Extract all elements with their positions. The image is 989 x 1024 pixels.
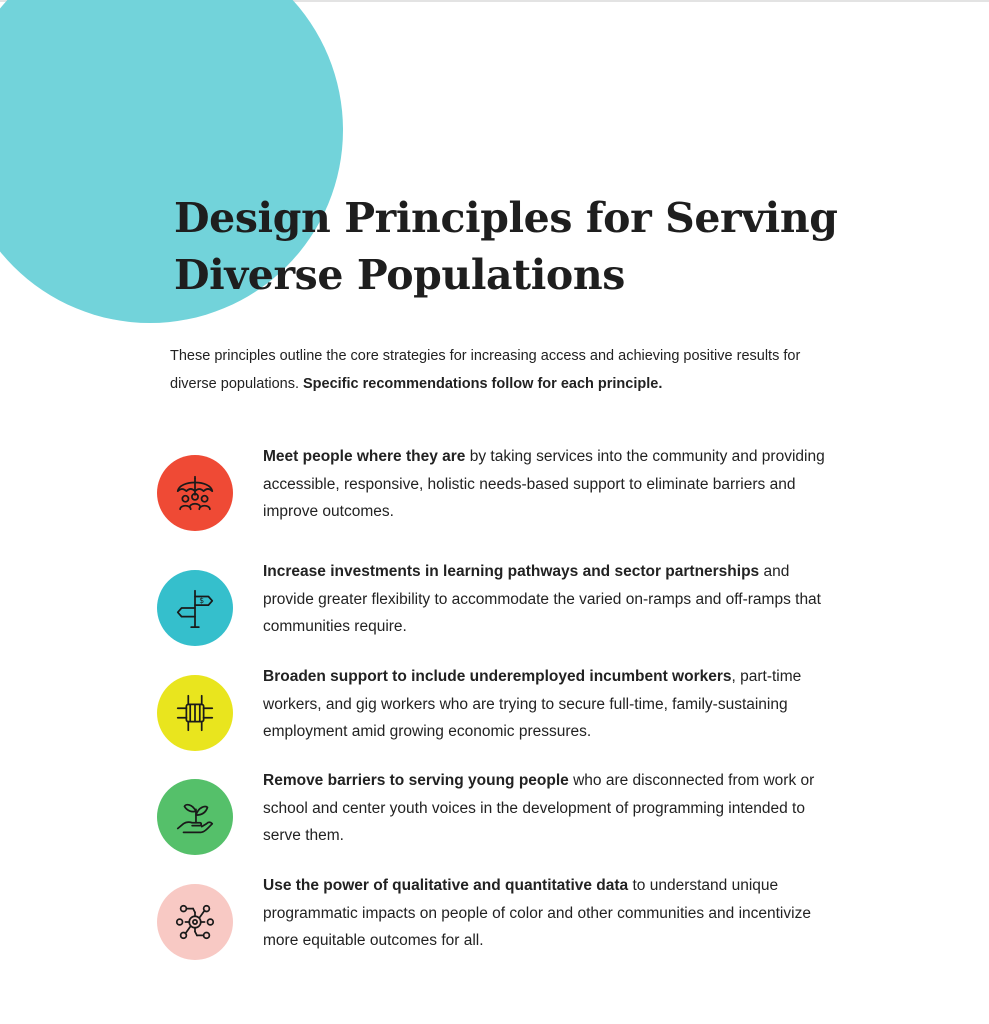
principle-text-5: [263, 872, 843, 955]
principle-text-2: [263, 558, 843, 641]
principle-body-1: by taking services into the community and providing accessible, responsive, holistic needs-based support to eliminate barriers and improve outcomes.: [263, 448, 825, 520]
joined-hands-icon: [157, 675, 233, 751]
principle-item-5: [157, 872, 847, 962]
hand-sprout-icon: [157, 779, 233, 855]
intro-bold-text: Specific recommendations follow for each principle.: [303, 376, 663, 392]
svg-text:$: $: [199, 596, 205, 606]
intro-text: These principles outline the core strategies for increasing access and achieving positive results for diverse populations.: [170, 348, 801, 392]
signpost-icon: [157, 570, 233, 646]
principle-bold-2: Increase investments in learning pathways and sector partnerships: [263, 563, 760, 580]
principle-item-3: [157, 663, 847, 753]
principle-text-1: [263, 443, 843, 526]
umbrella-people-icon: [157, 455, 233, 531]
data-network-icon: [157, 884, 233, 960]
principle-body-4: who are disconnected from work or school and center youth voices in the development of programming intended to serve them.: [263, 772, 815, 844]
principle-text-3: [263, 663, 843, 746]
principle-text-4: [263, 767, 843, 850]
principle-body-2: and provide greater flexibility to accommodate the varied on-ramps and off-ramps that communities require.: [263, 563, 821, 635]
page-title: Design Principles for Serving Diverse Populations: [174, 194, 838, 299]
intro-paragraph: [170, 342, 820, 398]
principle-bold-3: Broaden support to include underemployed incumbent workers: [263, 668, 732, 685]
principle-bold-1: Meet people where they are: [263, 448, 466, 465]
principle-bold-4: Remove barriers to serving young people: [263, 772, 569, 789]
principle-item-1: [157, 443, 847, 533]
principle-item-2: [157, 558, 847, 648]
principle-body-5: to understand unique programmatic impacts on people of color and other communities and incentivize more equitable outcomes for all.: [263, 877, 811, 949]
principle-bold-5: Use the power of qualitative and quantitative data: [263, 877, 629, 894]
principle-body-3: , part-time workers, and gig workers who are trying to secure full-time, family-sustaining employment amid growing economic pressures.: [263, 668, 802, 740]
principle-item-4: [157, 767, 847, 857]
